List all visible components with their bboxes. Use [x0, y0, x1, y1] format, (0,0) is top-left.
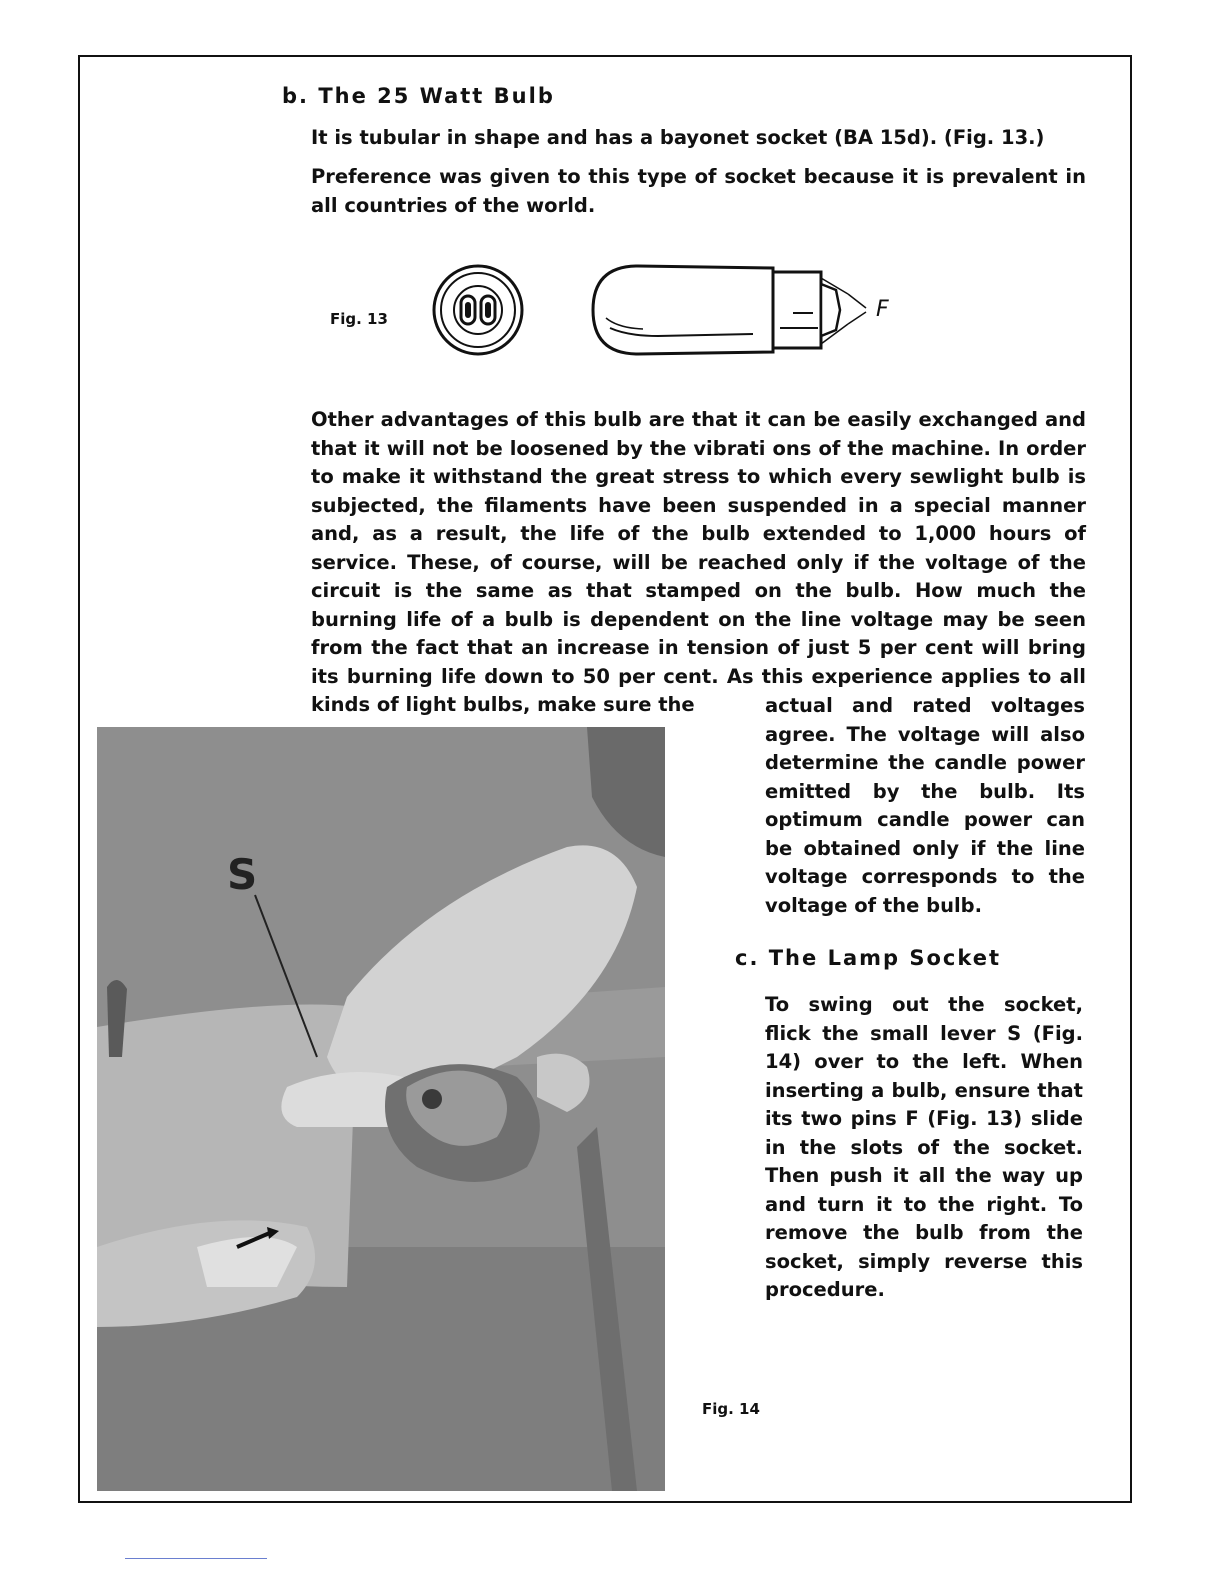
- bulb-side-view-icon: [593, 266, 866, 354]
- section-c-paragraph-1: To swing out the socket, flick the small lever S (Fig. 14) over to the left. When inserting a bulb, ensure that its two pins F (Fig. 13) slide in the slots of the socket. Then push it all the way up and turn it to the right. To remove the bulb from the socket, simply reverse this procedure.: [765, 993, 1083, 1301]
- lever-s-label: S: [227, 850, 258, 899]
- pin-f-label: F: [876, 297, 889, 322]
- fig13-label: Fig. 13: [330, 310, 388, 328]
- fig14-label: Fig. 14: [702, 1400, 760, 1418]
- section-b-paragraph-3: Other advantages of this bulb are that it can be easily exchanged and that it will not be loosened by the vibrati ons of the machine. In order to make it withstand the great stress to which every sewlight bulb is subjected, the filaments have been suspended in a special manner and, as a result, the life of the bulb extended to 1,000 hours of service. These, of course, will be reached only if the voltage of the circuit is the same as that stamped on the bulb. How much the burning life of a bulb is dependent on the line voltage may be seen from the fact that an increase in tension of just 5 per cent will bring its burning life down to 50 per cent. As this experience applies to all kinds of light bulbs, make sure the: [311, 408, 1086, 716]
- fig13-bulb-diagram: [428, 258, 898, 362]
- section-b-paragraph-1: It is tubular in shape and has a bayonet socket (BA 15d). (Fig. 13.): [311, 126, 1045, 149]
- section-b-heading: b. The 25 Watt Bulb: [282, 84, 555, 108]
- section-c-heading: c. The Lamp Socket: [735, 946, 1002, 970]
- section-b-paragraph-2: Preference was given to this type of socket because it is prevalent in all countries of the world.: [311, 165, 1086, 217]
- fig14-photo: [97, 727, 665, 1491]
- socket-end-view-icon: [434, 266, 522, 354]
- section-b-paragraph-3-continued: actual and rated voltages agree. The voltage will also determine the candle power emitted by the bulb. Its optimum candle power can be obtained only if the line voltage corresponds to the voltage of the bulb.: [765, 694, 1085, 917]
- footer-link-underline: [125, 1558, 267, 1559]
